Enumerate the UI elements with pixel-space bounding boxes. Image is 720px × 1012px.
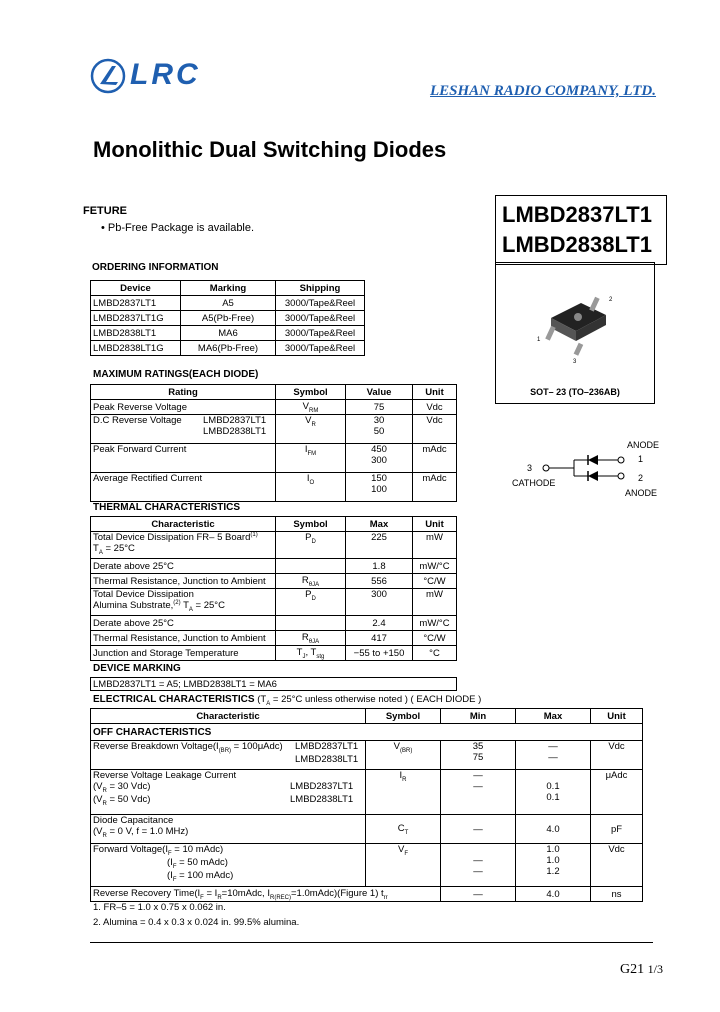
el-char-sub: F <box>172 863 177 870</box>
cond-text: = 25°C unless otherwise noted ) ( EACH DIODE ) <box>270 694 482 705</box>
ordering-cell: LMBD2837LT1 <box>91 296 181 311</box>
th-symbol-sub: stg <box>316 653 325 660</box>
ordering-cell: A5(Pb-Free) <box>181 311 276 326</box>
th-max: −55 to +150 <box>346 646 413 661</box>
th-unit: °C/W <box>413 574 457 589</box>
electrical-table <box>90 708 643 902</box>
th-char-text: Alumina Substrate, <box>93 600 174 612</box>
el-min-1: 35 <box>472 741 484 752</box>
el-char <box>91 887 441 902</box>
table-row <box>91 311 365 326</box>
thermal-table <box>90 516 457 661</box>
el-device: LMBD2838LT1 <box>290 793 354 805</box>
el-char-text: = 30 Vdc) <box>106 781 151 792</box>
mr-unit: Vdc <box>413 400 457 415</box>
mr-symbol-text: V <box>305 415 312 426</box>
el-char-text: = 10 mAdc) <box>171 844 224 855</box>
company-name: LESHAN RADIO COMPANY, LTD. <box>430 83 657 99</box>
el-max: 4.0 <box>516 815 591 844</box>
el-unit: Vdc <box>591 741 643 770</box>
mr-rating-text: D.C Reverse Voltage <box>93 415 182 426</box>
th-symbol <box>276 616 346 631</box>
table-row <box>91 887 643 902</box>
th-char: Derate above 25°C <box>91 559 276 574</box>
ordering-cell: MA6 <box>181 326 276 341</box>
el-char-sub: R <box>102 832 107 839</box>
el-symbol-sub: T <box>404 829 409 836</box>
mr-col-unit: Unit <box>413 385 457 400</box>
sot23-package-icon <box>496 263 652 373</box>
th-symbol-sub: J <box>302 653 306 660</box>
el-min-2: 75 <box>472 752 484 763</box>
el-max-1: 1.0 <box>546 844 560 855</box>
mr-symbol <box>276 473 346 502</box>
mr-value-1: 450 <box>371 444 387 455</box>
el-char-text: = 50 Vdc) <box>106 793 151 805</box>
feature-item: • Pb-Free Package is available. <box>101 222 255 234</box>
package-pin-2: 2 <box>609 297 613 303</box>
th-char: Thermal Resistance, Junction to Ambient <box>91 574 276 589</box>
page-title: Monolithic Dual Switching Diodes <box>93 137 447 162</box>
th-symbol-text: P <box>305 532 312 543</box>
el-char-text: = 100 mAdc) <box>176 869 234 881</box>
el-symbol-text: V <box>393 741 400 752</box>
mr-symbol-text: V <box>302 400 309 412</box>
th-char-text: = 25°C <box>102 543 135 555</box>
el-char-text: Reverse Breakdown Voltage(I <box>93 741 219 752</box>
table-row <box>91 400 457 415</box>
el-max-3: 1.2 <box>546 866 560 877</box>
mr-symbol <box>276 444 346 473</box>
el-symbol-text: I <box>399 770 403 781</box>
th-char-sub: A <box>98 550 103 557</box>
el-unit: Vdc <box>591 844 643 887</box>
el-col-char: Characteristic <box>91 709 366 724</box>
el-char-sub: R <box>217 894 222 901</box>
schematic-pin-1: 1 <box>638 454 644 464</box>
el-min-2: — <box>473 855 483 866</box>
mr-col-rating: Rating <box>91 385 276 400</box>
el-col-unit: Unit <box>591 709 643 724</box>
table-row <box>91 770 643 815</box>
th-unit: mW <box>413 589 457 616</box>
el-symbol <box>366 844 441 887</box>
el-char-text: = 50 mAdc) <box>176 856 228 868</box>
th-col-char: Characteristic <box>91 517 276 532</box>
el-char <box>91 815 366 844</box>
package-pin-1: 1 <box>537 337 541 343</box>
el-char-text: Forward Voltage(I <box>93 844 168 855</box>
el-max-2: 0.1 <box>546 792 560 803</box>
el-max-2: — <box>548 752 558 763</box>
logo-text: LRC <box>130 58 201 91</box>
th-char-text: Total Device Dissipation <box>93 589 194 600</box>
el-char-text: (V <box>93 826 103 837</box>
th-char-sub: A <box>188 607 193 614</box>
device-marking-box <box>90 677 457 691</box>
el-min: — <box>441 887 516 902</box>
table-row <box>91 844 643 887</box>
el-max <box>516 770 591 815</box>
table-row <box>91 326 365 341</box>
device-marking-heading: DEVICE MARKING <box>93 663 181 674</box>
ordering-cell: LMBD2838LT1G <box>91 341 181 356</box>
cond-sub: A <box>266 700 271 707</box>
th-col-symbol: Symbol <box>276 517 346 532</box>
ordering-col-marking: Marking <box>181 281 276 296</box>
el-char-text: =1.0mAdc)(Figure 1) t <box>290 887 384 899</box>
el-unit: ns <box>591 887 643 902</box>
th-symbol-text: T <box>296 646 303 658</box>
mr-symbol-sub: R <box>311 421 316 428</box>
mr-symbol-text: I <box>306 473 310 484</box>
el-unit: pF <box>591 815 643 844</box>
el-char-sub: F <box>167 850 172 857</box>
th-col-unit: Unit <box>413 517 457 532</box>
el-char-sub: (BR) <box>218 747 232 754</box>
el-char <box>91 770 366 815</box>
table-row <box>91 296 365 311</box>
note-2: 2. Alumina = 0.4 x 0.3 x 0.024 in. 99.5% alumina. <box>93 917 300 928</box>
el-char-sub: R(REC) <box>269 894 291 901</box>
el-char-sub: R <box>102 787 107 794</box>
el-char-text: (V <box>93 781 103 792</box>
th-symbol <box>276 631 346 646</box>
el-max: 4.0 <box>516 887 591 902</box>
el-char-sub: F <box>172 876 177 883</box>
electrical-condition <box>257 694 481 705</box>
el-device: LMBD2837LT1 <box>295 741 359 752</box>
table-row <box>91 574 457 589</box>
cond-text: (T <box>257 694 267 705</box>
ordering-cell: MA6(Pb-Free) <box>181 341 276 356</box>
ordering-cell: 3000/Tape&Reel <box>276 311 365 326</box>
th-symbol-text: R <box>301 574 309 586</box>
max-ratings-table <box>90 384 457 502</box>
th-char-text: = 25°C <box>192 600 225 612</box>
el-unit: μAdc <box>591 770 643 815</box>
schematic-cathode: CATHODE <box>512 478 556 488</box>
th-char: Junction and Storage Temperature <box>91 646 276 661</box>
table-row <box>91 724 643 741</box>
mr-value-2: 100 <box>371 484 387 495</box>
schematic-anode-top: ANODE <box>627 440 660 450</box>
el-char-text: (V <box>93 793 103 805</box>
footer-code: G21 <box>620 962 645 977</box>
el-max <box>516 741 591 770</box>
th-symbol-sub: θJA <box>308 638 320 645</box>
el-char-text: = 0 V, f = 1.0 MHz) <box>106 826 189 837</box>
el-char-text: Diode Capacitance <box>93 815 174 826</box>
mr-symbol-sub: O <box>309 479 315 486</box>
el-char-sub: R <box>102 800 107 807</box>
th-char-text: T <box>180 600 189 612</box>
mr-symbol-sub: RM <box>309 407 319 414</box>
table-row <box>91 741 643 770</box>
ordering-col-device: Device <box>91 281 181 296</box>
th-note-ref: (2) <box>173 600 181 606</box>
el-min-3: — <box>473 866 483 877</box>
el-symbol <box>366 741 441 770</box>
mr-value: 75 <box>346 400 413 415</box>
table-row <box>91 415 457 444</box>
el-char-text: Reverse Recovery Time(I <box>93 887 201 899</box>
electrical-heading-text: ELECTRICAL CHARACTERISTICS <box>93 694 255 705</box>
table-row <box>91 559 457 574</box>
el-symbol-sub: R <box>402 776 407 783</box>
th-max: 1.8 <box>346 559 413 574</box>
el-char-text: (I <box>167 856 173 868</box>
th-max: 556 <box>346 574 413 589</box>
th-symbol <box>276 532 346 559</box>
el-max <box>516 844 591 887</box>
el-char-text: = 100μAdc) <box>231 741 283 752</box>
ordering-cell: 3000/Tape&Reel <box>276 341 365 356</box>
mr-value <box>346 444 413 473</box>
schematic-pin-2: 2 <box>638 473 644 483</box>
th-note-ref: (1) <box>250 532 258 538</box>
mr-rating: Peak Reverse Voltage <box>91 400 276 415</box>
ordering-col-shipping: Shipping <box>276 281 365 296</box>
th-char-text: Total Device Dissipation FR– 5 Board <box>93 532 251 544</box>
mr-value <box>346 473 413 502</box>
el-symbol-sub: F <box>404 850 408 857</box>
el-col-max: Max <box>516 709 591 724</box>
mr-symbol-sub: FM <box>307 450 317 457</box>
mr-value-2: 50 <box>373 426 385 437</box>
el-symbol <box>366 770 441 815</box>
thermal-heading: THERMAL CHARACTERISTICS <box>93 502 241 513</box>
footer-page-id <box>620 962 663 978</box>
th-symbol-sub: D <box>311 538 316 545</box>
th-symbol-text: P <box>305 589 312 600</box>
th-max: 225 <box>346 532 413 559</box>
part-number-2: LMBD2838LT1 <box>502 232 652 257</box>
th-unit: °C <box>413 646 457 661</box>
mr-value-2: 300 <box>371 455 387 466</box>
table-row <box>91 473 457 502</box>
el-char <box>91 741 366 770</box>
th-symbol-text: , T <box>305 646 317 658</box>
th-symbol-sub: D <box>311 595 316 602</box>
el-min-0: — <box>473 770 483 781</box>
ordering-cell: LMBD2838LT1 <box>91 326 181 341</box>
el-min <box>441 844 516 887</box>
th-unit: mW/°C <box>413 616 457 631</box>
mr-col-symbol: Symbol <box>276 385 346 400</box>
th-unit: mW/°C <box>413 559 457 574</box>
th-max: 417 <box>346 631 413 646</box>
mr-unit: mAdc <box>413 473 457 502</box>
feature-heading: FETURE <box>83 205 127 217</box>
part-number-1: LMBD2837LT1 <box>502 202 652 227</box>
table-row <box>91 616 457 631</box>
el-max-1: 0.1 <box>546 781 560 792</box>
table-row <box>91 815 643 844</box>
lrc-logo-icon <box>90 58 126 94</box>
el-char-sub: rr <box>383 894 388 901</box>
footer-divider <box>90 942 653 943</box>
lrc-logo <box>90 56 220 98</box>
th-max: 2.4 <box>346 616 413 631</box>
el-symbol-text: V <box>397 844 405 855</box>
el-min <box>441 741 516 770</box>
th-char: Derate above 25°C <box>91 616 276 631</box>
mr-rating: Average Rectified Current <box>91 473 276 502</box>
th-unit: mW <box>413 532 457 559</box>
el-char-text: (I <box>167 869 173 881</box>
el-col-symbol: Symbol <box>366 709 441 724</box>
device-marking-text: LMBD2837LT1 = A5; LMBD2838LT1 = MA6 <box>93 679 277 690</box>
off-characteristics-heading: OFF CHARACTERISTICS <box>91 724 643 741</box>
mr-value-1: 150 <box>371 473 387 484</box>
mr-unit: Vdc <box>413 415 457 444</box>
mr-unit: mAdc <box>413 444 457 473</box>
el-char <box>91 844 366 887</box>
el-symbol <box>366 815 441 844</box>
max-ratings-heading: MAXIMUM RATINGS(EACH DIODE) <box>93 369 259 380</box>
mr-col-value: Value <box>346 385 413 400</box>
mr-symbol <box>276 415 346 444</box>
el-char-text: =10mAdc, I <box>221 887 270 899</box>
ordering-cell: 3000/Tape&Reel <box>276 296 365 311</box>
electrical-heading <box>93 694 481 707</box>
table-row <box>91 646 457 661</box>
th-char <box>91 589 276 616</box>
mr-device: LMBD2838LT1 <box>203 426 267 437</box>
th-char <box>91 532 276 559</box>
th-symbol-sub: θJA <box>308 581 320 588</box>
diode-schematic <box>510 440 670 502</box>
table-row <box>91 444 457 473</box>
mr-rating: Peak Forward Current <box>91 444 276 473</box>
ordering-cell: LMBD2837LT1G <box>91 311 181 326</box>
el-char-text: Reverse Voltage Leakage Current <box>93 770 237 781</box>
el-max-1: — <box>548 741 558 752</box>
ordering-cell: 3000/Tape&Reel <box>276 326 365 341</box>
th-symbol <box>276 589 346 616</box>
ordering-table <box>90 280 365 356</box>
th-char: Thermal Resistance, Junction to Ambient <box>91 631 276 646</box>
el-min <box>441 770 516 815</box>
package-pin-3: 3 <box>573 359 577 365</box>
schematic-pin-3: 3 <box>527 463 533 473</box>
mr-value <box>346 415 413 444</box>
th-col-max: Max <box>346 517 413 532</box>
table-row <box>91 631 457 646</box>
package-box <box>495 262 655 404</box>
el-device: LMBD2837LT1 <box>290 781 354 792</box>
el-char-text: = I <box>203 887 218 899</box>
note-1: 1. FR–5 = 1.0 x 0.75 x 0.062 in. <box>93 902 226 913</box>
mr-symbol <box>276 400 346 415</box>
footer-page: 1/3 <box>647 962 663 976</box>
el-symbol-sub: (BR) <box>400 747 413 754</box>
th-unit: °C/W <box>413 631 457 646</box>
el-device: LMBD2838LT1 <box>295 753 359 765</box>
mr-symbol-text: I <box>304 444 308 455</box>
th-symbol <box>276 574 346 589</box>
mr-value-1: 30 <box>373 415 385 426</box>
el-max-2: 1.0 <box>546 855 560 866</box>
feature-item-text: Pb-Free Package is available. <box>107 222 255 234</box>
ordering-cell: A5 <box>181 296 276 311</box>
th-symbol <box>276 559 346 574</box>
schematic-anode-bottom: ANODE <box>625 488 658 498</box>
el-min: — <box>441 815 516 844</box>
th-char-text: T <box>93 543 99 555</box>
el-symbol-text: C <box>397 822 405 834</box>
table-row <box>91 589 457 616</box>
th-symbol <box>276 646 346 661</box>
mr-device: LMBD2837LT1 <box>203 415 267 426</box>
el-min-1: — <box>473 781 483 792</box>
table-row <box>91 532 457 559</box>
th-max: 300 <box>346 589 413 616</box>
ordering-heading: ORDERING INFORMATION <box>92 262 219 273</box>
table-row <box>91 341 365 356</box>
mr-rating <box>91 415 276 444</box>
package-label: SOT– 23 (TO–236AB) <box>530 387 620 397</box>
th-symbol-text: R <box>301 631 309 643</box>
el-col-min: Min <box>441 709 516 724</box>
part-number-box <box>495 195 667 265</box>
el-char-sub: F <box>200 894 204 901</box>
